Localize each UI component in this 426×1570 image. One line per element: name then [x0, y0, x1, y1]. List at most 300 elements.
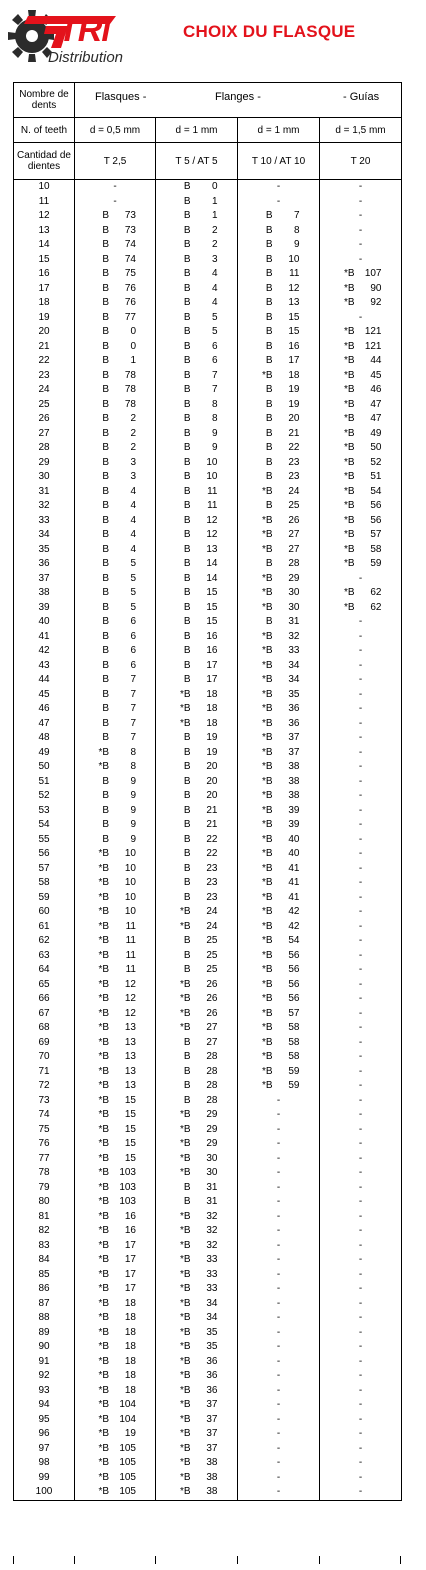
flange-code-t5: B 15: [156, 615, 238, 630]
flange-code-t25: *B 19: [75, 1427, 156, 1442]
flange-code-t25: *B 103: [75, 1195, 156, 1210]
flange-code-t25: *B 103: [75, 1181, 156, 1196]
teeth-count: 32: [14, 499, 75, 514]
teeth-count: 50: [14, 760, 75, 775]
flange-code-t10: B 23: [238, 456, 320, 471]
flange-code-t20: *B 45: [320, 369, 402, 384]
flange-code-t5: B 21: [156, 804, 238, 819]
flange-code-t25: B 4: [75, 499, 156, 514]
flange-code-t25: *B 10: [75, 876, 156, 891]
flange-code-t20: -: [320, 978, 402, 993]
flange-code-t20: -: [320, 1326, 402, 1341]
flange-code-t25: *B 104: [75, 1413, 156, 1428]
flange-code-t20: -: [320, 847, 402, 862]
teeth-count: 33: [14, 514, 75, 529]
flange-code-t25: B 7: [75, 673, 156, 688]
teeth-count: 17: [14, 282, 75, 297]
flange-code-t20: -: [320, 1036, 402, 1051]
flange-code-t20: -: [320, 1137, 402, 1152]
flange-code-t10: *B 29: [238, 572, 320, 587]
table-row: [14, 325, 402, 340]
table-row: [14, 673, 402, 688]
flange-code-t25: *B 103: [75, 1166, 156, 1181]
teeth-count: 26: [14, 412, 75, 427]
flange-code-t20: *B 121: [320, 325, 402, 340]
flange-code-t25: B 78: [75, 369, 156, 384]
profile-t25: T 2,5: [75, 143, 156, 180]
flange-code-t20: -: [320, 1471, 402, 1486]
flange-code-t20: -: [320, 1181, 402, 1196]
flange-code-t5: B 10: [156, 470, 238, 485]
flange-code-t20: -: [320, 1340, 402, 1355]
flange-code-t20: -: [320, 1021, 402, 1036]
teeth-count: 84: [14, 1253, 75, 1268]
teeth-count: 67: [14, 1007, 75, 1022]
flange-code-t5: *B 35: [156, 1326, 238, 1341]
flange-code-t10: -: [238, 1268, 320, 1283]
teeth-count: 41: [14, 630, 75, 645]
flange-code-t25: *B 17: [75, 1239, 156, 1254]
flange-code-t25: B 2: [75, 412, 156, 427]
flange-code-t25: *B 18: [75, 1340, 156, 1355]
flange-code-t20: *B 49: [320, 427, 402, 442]
table-row: [14, 1137, 402, 1152]
flange-code-t5: B 28: [156, 1065, 238, 1080]
flange-code-t10: -: [238, 1195, 320, 1210]
flange-code-t25: B 6: [75, 644, 156, 659]
table-row: [14, 1094, 402, 1109]
teeth-count: 31: [14, 485, 75, 500]
flange-code-t10: B 7: [238, 209, 320, 224]
flange-code-t25: *B 18: [75, 1384, 156, 1399]
flange-code-t25: -: [75, 195, 156, 210]
header-teeth-es: Cantidad de dientes: [14, 143, 75, 180]
flange-code-t25: B 78: [75, 383, 156, 398]
flange-code-t10: *B 18: [238, 369, 320, 384]
flange-code-t20: -: [320, 1442, 402, 1457]
flange-code-t5: *B 33: [156, 1253, 238, 1268]
table-row: [14, 934, 402, 949]
table-row: [14, 876, 402, 891]
flange-code-t25: B 4: [75, 514, 156, 529]
flange-code-t5: *B 38: [156, 1485, 238, 1500]
flange-code-t20: -: [320, 630, 402, 645]
flange-code-t25: *B 15: [75, 1094, 156, 1109]
table-row: [14, 717, 402, 732]
flange-code-t20: -: [320, 775, 402, 790]
table-row: [14, 369, 402, 384]
teeth-count: 36: [14, 557, 75, 572]
flange-code-t10: -: [238, 1282, 320, 1297]
teeth-count: 87: [14, 1297, 75, 1312]
flange-code-t25: B 74: [75, 253, 156, 268]
flange-code-t20: -: [320, 1268, 402, 1283]
flange-code-t5: B 15: [156, 601, 238, 616]
flange-code-t10: -: [238, 1181, 320, 1196]
flange-code-t25: *B 18: [75, 1326, 156, 1341]
flange-code-t5: *B 18: [156, 717, 238, 732]
flange-code-t20: -: [320, 818, 402, 833]
teeth-count: 57: [14, 862, 75, 877]
flange-code-t10: *B 42: [238, 905, 320, 920]
flange-code-t10: -: [238, 1123, 320, 1138]
flange-code-t25: *B 12: [75, 992, 156, 1007]
table-row: [14, 1007, 402, 1022]
flange-code-t20: -: [320, 833, 402, 848]
thickness-t25: d = 0,5 mm: [75, 118, 156, 143]
flange-code-t10: *B 41: [238, 891, 320, 906]
flange-code-t20: -: [320, 920, 402, 935]
flange-code-t25: *B 8: [75, 746, 156, 761]
flange-code-t5: B 21: [156, 818, 238, 833]
flange-code-t20: -: [320, 862, 402, 877]
flange-code-t10: *B 59: [238, 1065, 320, 1080]
flange-code-t20: *B 52: [320, 456, 402, 471]
flange-code-t10: *B 42: [238, 920, 320, 935]
flange-code-t10: *B 30: [238, 586, 320, 601]
flange-code-t25: *B 13: [75, 1065, 156, 1080]
flange-code-t5: B 20: [156, 789, 238, 804]
flange-code-t5: B 4: [156, 296, 238, 311]
flange-code-t10: -: [238, 1427, 320, 1442]
flange-code-t25: B 7: [75, 731, 156, 746]
flange-code-t20: -: [320, 688, 402, 703]
teeth-count: 58: [14, 876, 75, 891]
table-row: [14, 282, 402, 297]
table-row: [14, 1050, 402, 1065]
flange-code-t5: *B 36: [156, 1369, 238, 1384]
flange-code-t10: *B 37: [238, 746, 320, 761]
flange-code-t10: *B 56: [238, 963, 320, 978]
flange-code-t20: -: [320, 1384, 402, 1399]
teeth-count: 14: [14, 238, 75, 253]
flange-code-t20: *B 121: [320, 340, 402, 355]
flange-code-t10: *B 41: [238, 862, 320, 877]
flange-code-t5: B 8: [156, 412, 238, 427]
flange-code-t25: *B 15: [75, 1137, 156, 1152]
flange-code-t5: B 23: [156, 862, 238, 877]
table-row: [14, 804, 402, 819]
teeth-count: 27: [14, 427, 75, 442]
flange-code-t25: B 9: [75, 818, 156, 833]
flange-code-t5: *B 37: [156, 1398, 238, 1413]
teeth-count: 69: [14, 1036, 75, 1051]
table-row: [14, 1021, 402, 1036]
teeth-count: 51: [14, 775, 75, 790]
teeth-count: 10: [14, 180, 75, 195]
table-row: [14, 528, 402, 543]
flange-code-t10: *B 39: [238, 818, 320, 833]
page-footer-marks: [13, 1556, 401, 1570]
flange-code-t20: -: [320, 992, 402, 1007]
table-row: [14, 1181, 402, 1196]
flange-code-t10: B 19: [238, 398, 320, 413]
flange-code-t20: -: [320, 209, 402, 224]
flange-code-t25: *B 13: [75, 1050, 156, 1065]
teeth-count: 73: [14, 1094, 75, 1109]
flange-code-t5: *B 26: [156, 978, 238, 993]
flange-code-t25: *B 105: [75, 1471, 156, 1486]
brand-logo: [6, 4, 171, 72]
flange-code-t25: B 5: [75, 557, 156, 572]
flange-code-t25: *B 10: [75, 891, 156, 906]
flange-code-t10: B 15: [238, 311, 320, 326]
flange-code-t25: B 73: [75, 209, 156, 224]
flange-code-t20: -: [320, 876, 402, 891]
teeth-count: 42: [14, 644, 75, 659]
teeth-count: 38: [14, 586, 75, 601]
flange-code-t20: -: [320, 1297, 402, 1312]
flange-code-t10: *B 36: [238, 702, 320, 717]
table-row: [14, 1442, 402, 1457]
teeth-count: 23: [14, 369, 75, 384]
flange-code-t10: *B 35: [238, 688, 320, 703]
table-row: [14, 1282, 402, 1297]
flange-code-t5: B 22: [156, 833, 238, 848]
flange-code-t10: *B 37: [238, 731, 320, 746]
table-row: [14, 470, 402, 485]
flange-code-t5: *B 35: [156, 1340, 238, 1355]
flange-code-t10: -: [238, 1137, 320, 1152]
flange-code-t5: B 28: [156, 1094, 238, 1109]
flange-code-t5: B 17: [156, 673, 238, 688]
flange-code-t10: *B 39: [238, 804, 320, 819]
flange-code-t10: B 17: [238, 354, 320, 369]
flange-code-t20: -: [320, 731, 402, 746]
table-row: [14, 644, 402, 659]
flange-code-t5: B 19: [156, 731, 238, 746]
flange-code-t5: *B 33: [156, 1268, 238, 1283]
flange-code-t10: B 12: [238, 282, 320, 297]
table-row: [14, 180, 402, 195]
flange-code-t25: B 0: [75, 340, 156, 355]
flange-code-t10: -: [238, 1297, 320, 1312]
teeth-count: 54: [14, 818, 75, 833]
flange-code-t10: -: [238, 1369, 320, 1384]
teeth-count: 63: [14, 949, 75, 964]
flange-code-t10: -: [238, 1326, 320, 1341]
flange-selection-table: [13, 82, 401, 1501]
flange-code-t25: B 9: [75, 775, 156, 790]
table-row: [14, 1384, 402, 1399]
table-row: [14, 615, 402, 630]
flange-code-t25: B 5: [75, 572, 156, 587]
thickness-t10: d = 1 mm: [238, 118, 320, 143]
flange-code-t5: B 4: [156, 267, 238, 282]
flange-code-t10: B 28: [238, 557, 320, 572]
flange-code-t5: B 28: [156, 1079, 238, 1094]
table-row: [14, 920, 402, 935]
profile-t20: T 20: [320, 143, 402, 180]
flange-code-t20: -: [320, 659, 402, 674]
table-row: [14, 630, 402, 645]
flange-code-t25: *B 105: [75, 1485, 156, 1500]
header-flange-group: [75, 83, 402, 118]
flange-code-t5: B 14: [156, 572, 238, 587]
flange-code-t20: -: [320, 1094, 402, 1109]
flange-code-t10: -: [238, 1485, 320, 1500]
table-row: [14, 702, 402, 717]
flange-code-t10: *B 56: [238, 978, 320, 993]
flange-code-t10: B 8: [238, 224, 320, 239]
table-row: [14, 1195, 402, 1210]
flange-code-t10: -: [238, 1239, 320, 1254]
table-row: [14, 1210, 402, 1225]
flange-code-t5: B 1: [156, 209, 238, 224]
teeth-count: 56: [14, 847, 75, 862]
flange-code-t20: *B 46: [320, 383, 402, 398]
table-row: [14, 1340, 402, 1355]
flange-code-t25: B 7: [75, 717, 156, 732]
table-row: [14, 833, 402, 848]
flange-code-t5: B 1: [156, 195, 238, 210]
teeth-count: 39: [14, 601, 75, 616]
flange-code-t5: *B 37: [156, 1427, 238, 1442]
flange-code-t5: *B 24: [156, 920, 238, 935]
flange-code-t10: *B 38: [238, 789, 320, 804]
flange-code-t25: *B 11: [75, 934, 156, 949]
flange-code-t5: B 12: [156, 514, 238, 529]
flange-code-t10: *B 33: [238, 644, 320, 659]
thickness-t5: d = 1 mm: [156, 118, 238, 143]
flange-code-t25: B 7: [75, 688, 156, 703]
flange-code-t5: *B 38: [156, 1471, 238, 1486]
flange-code-t25: *B 12: [75, 1007, 156, 1022]
flange-code-t5: B 22: [156, 847, 238, 862]
teeth-count: 28: [14, 441, 75, 456]
flange-code-t20: -: [320, 238, 402, 253]
table-row: [14, 485, 402, 500]
flange-code-t10: *B 58: [238, 1021, 320, 1036]
table-row: [14, 688, 402, 703]
flange-code-t25: *B 13: [75, 1021, 156, 1036]
table-row: [14, 1166, 402, 1181]
flange-code-t20: -: [320, 963, 402, 978]
table-row: [14, 992, 402, 1007]
table-row: [14, 1152, 402, 1167]
flange-code-t5: B 9: [156, 441, 238, 456]
flange-code-t20: -: [320, 644, 402, 659]
group-label-es: - Guías: [343, 91, 380, 103]
flange-code-t25: *B 18: [75, 1297, 156, 1312]
flange-code-t25: B 78: [75, 398, 156, 413]
flange-code-t10: B 16: [238, 340, 320, 355]
flange-code-t10: *B 56: [238, 992, 320, 1007]
teeth-count: 82: [14, 1224, 75, 1239]
teeth-count: 76: [14, 1137, 75, 1152]
flange-code-t20: *B 56: [320, 514, 402, 529]
table-row: [14, 1123, 402, 1138]
flange-code-t25: *B 11: [75, 920, 156, 935]
table-row: [14, 949, 402, 964]
table-row: [14, 1471, 402, 1486]
flange-code-t5: *B 26: [156, 1007, 238, 1022]
table-row: [14, 1065, 402, 1080]
flange-code-t10: -: [238, 1398, 320, 1413]
flange-code-t25: *B 104: [75, 1398, 156, 1413]
flange-code-t5: B 10: [156, 456, 238, 471]
flange-code-t25: *B 15: [75, 1123, 156, 1138]
teeth-count: 72: [14, 1079, 75, 1094]
teeth-count: 18: [14, 296, 75, 311]
table-row: [14, 746, 402, 761]
teeth-count: 86: [14, 1282, 75, 1297]
flange-code-t5: B 25: [156, 949, 238, 964]
table-row: [14, 1297, 402, 1312]
flange-code-t25: *B 17: [75, 1268, 156, 1283]
flange-code-t5: B 23: [156, 876, 238, 891]
flange-code-t5: *B 27: [156, 1021, 238, 1036]
flange-code-t25: B 77: [75, 311, 156, 326]
table-row: [14, 1326, 402, 1341]
teeth-count: 37: [14, 572, 75, 587]
flange-code-t10: B 23: [238, 470, 320, 485]
flange-code-t5: B 12: [156, 528, 238, 543]
flange-code-t20: -: [320, 1485, 402, 1500]
teeth-count: 43: [14, 659, 75, 674]
flange-code-t20: *B 50: [320, 441, 402, 456]
flange-code-t20: *B 62: [320, 601, 402, 616]
teeth-count: 16: [14, 267, 75, 282]
flange-code-t10: -: [238, 195, 320, 210]
flange-code-t5: *B 36: [156, 1355, 238, 1370]
flange-code-t20: -: [320, 702, 402, 717]
flange-code-t25: B 6: [75, 615, 156, 630]
flange-code-t20: *B 56: [320, 499, 402, 514]
flange-code-t25: B 2: [75, 441, 156, 456]
flange-code-t25: B 74: [75, 238, 156, 253]
teeth-count: 75: [14, 1123, 75, 1138]
flange-code-t5: *B 37: [156, 1442, 238, 1457]
flange-code-t25: B 5: [75, 586, 156, 601]
teeth-count: 79: [14, 1181, 75, 1196]
table-row: [14, 586, 402, 601]
flange-code-t5: *B 34: [156, 1311, 238, 1326]
table-row: [14, 789, 402, 804]
flange-code-t10: *B 57: [238, 1007, 320, 1022]
flange-code-t5: *B 18: [156, 688, 238, 703]
flange-code-t25: *B 13: [75, 1036, 156, 1051]
flange-code-t5: *B 29: [156, 1108, 238, 1123]
flange-code-t25: B 4: [75, 528, 156, 543]
flange-code-t25: *B 18: [75, 1369, 156, 1384]
flange-code-t10: *B 56: [238, 949, 320, 964]
teeth-count: 24: [14, 383, 75, 398]
flange-code-t20: *B 59: [320, 557, 402, 572]
page-title: CHOIX DU FLASQUE: [183, 22, 356, 41]
flange-code-t20: *B 47: [320, 398, 402, 413]
flange-code-t20: -: [320, 1195, 402, 1210]
flange-code-t20: -: [320, 1427, 402, 1442]
flange-code-t10: *B 38: [238, 775, 320, 790]
flange-code-t5: B 15: [156, 586, 238, 601]
flange-code-t20: -: [320, 804, 402, 819]
table-row: [14, 441, 402, 456]
teeth-count: 47: [14, 717, 75, 732]
table-row: [14, 253, 402, 268]
flange-code-t25: B 0: [75, 325, 156, 340]
flange-code-t10: -: [238, 1355, 320, 1370]
table-row: [14, 1108, 402, 1123]
table-row: [14, 1224, 402, 1239]
flange-code-t20: -: [320, 760, 402, 775]
flange-code-t10: B 31: [238, 615, 320, 630]
table-row: [14, 296, 402, 311]
flange-code-t20: *B 57: [320, 528, 402, 543]
teeth-count: 45: [14, 688, 75, 703]
teeth-count: 88: [14, 1311, 75, 1326]
teeth-count: 20: [14, 325, 75, 340]
